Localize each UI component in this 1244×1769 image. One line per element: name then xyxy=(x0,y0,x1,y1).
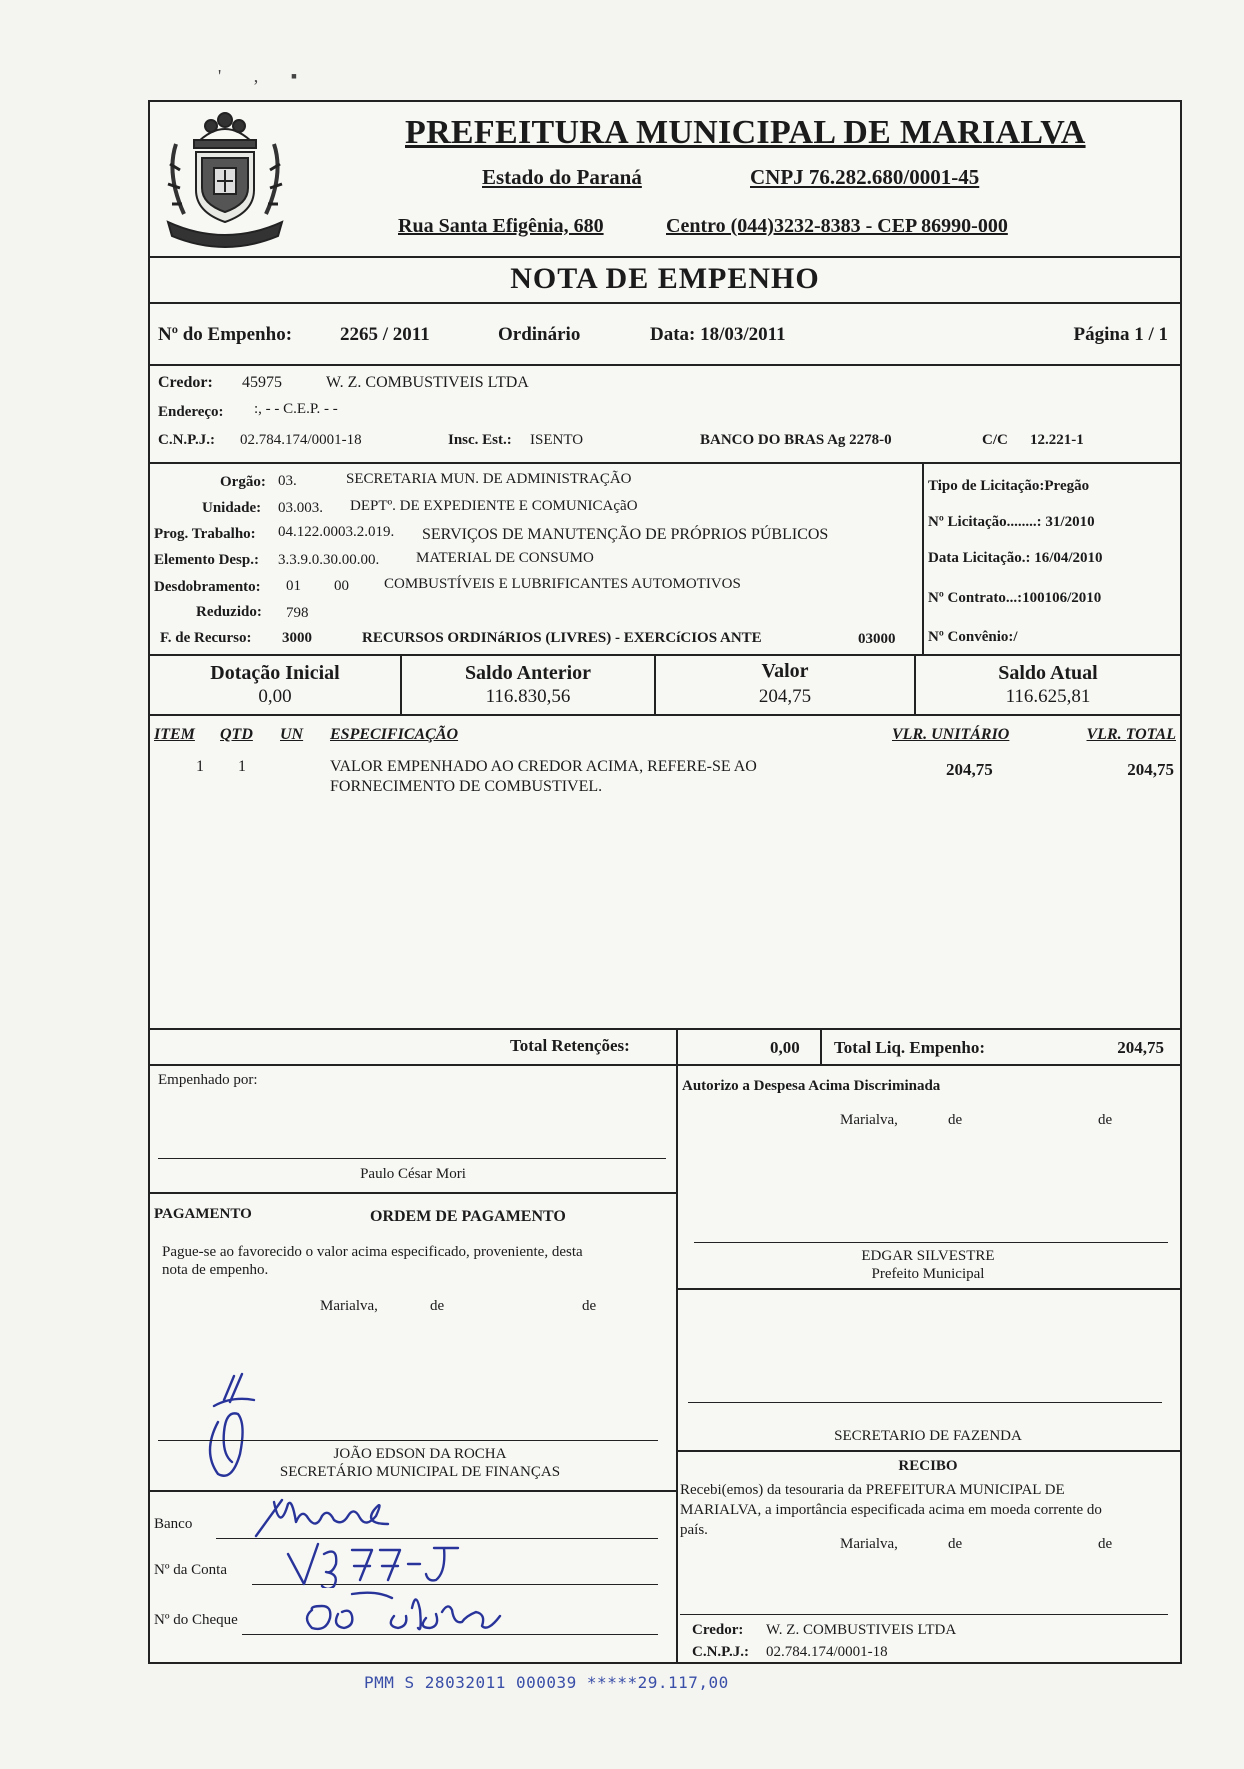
autorizo-de-1: de xyxy=(948,1112,963,1128)
col-valor-total: VLR. TOTAL xyxy=(1086,726,1176,743)
autorizo-label: Autorizo a Despesa Acima Discriminada xyxy=(682,1078,941,1094)
recibo-credor-name: W. Z. COMBUSTIVEIS LTDA xyxy=(766,1622,957,1638)
desdobramento-code-1: 01 xyxy=(286,578,301,594)
retencoes-value: 0,00 xyxy=(770,1038,800,1057)
orgao-code: 03. xyxy=(278,473,297,489)
page-number: Página 1 / 1 xyxy=(1073,324,1168,345)
row-valor-total: 204,75 xyxy=(1127,760,1174,779)
row-qtd: 1 xyxy=(238,758,246,775)
endereco-value: :, - - C.E.P. - - xyxy=(254,401,338,417)
empenho-date: Data: 18/03/2011 xyxy=(650,324,786,345)
pagamento-local: Marialva, xyxy=(320,1298,378,1314)
banco-label: Banco xyxy=(154,1516,193,1532)
saldo-anterior-value: 116.830,56 xyxy=(485,686,571,707)
recibo-cnpj-label: C.N.P.J.: xyxy=(692,1644,749,1660)
recibo-line-3: país. xyxy=(680,1522,708,1538)
recibo-de-2: de xyxy=(1098,1536,1113,1552)
licitacao-type: Tipo de Licitação:Pregão xyxy=(928,478,1090,494)
fonte-ref: 03000 xyxy=(858,631,896,647)
col-un: UN xyxy=(280,726,304,743)
header-contact: Centro (044)3232-8383 - CEP 86990-000 xyxy=(666,215,1008,237)
liquido-value: 204,75 xyxy=(1117,1038,1164,1057)
fonte-name: RECURSOS ORDINáRIOS (LIVRES) - EXERCíCIOS ANTE xyxy=(362,630,762,646)
fazenda-title: SECRETARIO DE FAZENDA xyxy=(834,1428,1022,1444)
recibo-credor-label: Credor: xyxy=(692,1622,744,1638)
recibo-local: Marialva, xyxy=(840,1536,898,1552)
insc-value: ISENTO xyxy=(530,432,584,448)
convenio-number: Nº Convênio:/ xyxy=(928,629,1018,645)
reduzido-value: 798 xyxy=(286,605,309,621)
valor-label: Valor xyxy=(761,660,809,682)
valor-value: 204,75 xyxy=(758,686,812,707)
payment-stamp: PMM S 28032011 000039 *****29.117,00 xyxy=(364,1673,729,1692)
conta-label: Nº da Conta xyxy=(154,1562,227,1578)
elemento-name: MATERIAL DE CONSUMO xyxy=(416,550,594,566)
prog-name: SERVIÇOS DE MANUTENÇÃO DE PRÓPRIOS PÚBLICOS xyxy=(422,526,829,543)
desdobramento-code-2: 00 xyxy=(334,578,349,594)
header-address: Rua Santa Efigênia, 680 xyxy=(398,215,604,237)
orgao-name: SECRETARIA MUN. DE ADMINISTRAÇÃO xyxy=(346,471,632,487)
recibo-line-1: Recebi(emos) da tesouraria da PREFEITURA MUNICIPAL DE xyxy=(680,1482,1065,1498)
prog-code: 04.122.0003.2.019. xyxy=(278,524,395,540)
recibo-de-1: de xyxy=(948,1536,963,1552)
pagamento-de-2: de xyxy=(582,1298,597,1314)
row-valor-unitario: 204,75 xyxy=(946,760,993,779)
bank-info: BANCO DO BRAS Ag 2278-0 xyxy=(700,432,892,448)
row-item: 1 xyxy=(196,758,204,775)
dotacao-value: 0,00 xyxy=(258,686,292,707)
header-state: Estado do Paraná xyxy=(482,165,642,189)
credor-code: 45975 xyxy=(242,374,282,391)
autorizo-local: Marialva, xyxy=(840,1112,898,1128)
header-title: PREFEITURA MUNICIPAL DE MARIALVA xyxy=(405,114,1086,151)
elemento-label: Elemento Desp.: xyxy=(154,552,259,568)
cc-label: C/C xyxy=(982,432,1008,448)
liquido-label: Total Liq. Empenho: xyxy=(834,1038,985,1057)
fonte-code: 3000 xyxy=(282,630,312,646)
cnpj-value: 02.784.174/0001-18 xyxy=(240,432,362,448)
saldo-anterior-label: Saldo Anterior xyxy=(464,662,592,684)
empenho-type: Ordinário xyxy=(498,324,581,345)
municipal-coat-of-arms-icon xyxy=(156,104,294,254)
recibo-cnpj-value: 02.784.174/0001-18 xyxy=(766,1644,888,1660)
document-title: NOTA DE EMPENHO xyxy=(510,262,820,295)
empenho-number: 2265 / 2011 xyxy=(340,324,430,345)
pagamento-de-1: de xyxy=(430,1298,445,1314)
prefeito-title: Prefeito Municipal xyxy=(871,1266,985,1282)
cheque-label: Nº do Cheque xyxy=(154,1612,238,1628)
dotacao-label: Dotação Inicial xyxy=(210,662,340,684)
pague-se-line-1: Pague-se ao favorecido o valor acima especificado, proveniente, desta xyxy=(162,1244,583,1260)
row-especificacao-line-1: VALOR EMPENHADO AO CREDOR ACIMA, REFERE-SE AO xyxy=(330,758,757,775)
col-qtd: QTD xyxy=(220,726,253,743)
col-especificacao: ESPECIFICAÇÃO xyxy=(330,726,459,743)
licitacao-date: Data Licitação.: 16/04/2010 xyxy=(928,550,1103,566)
recibo-line-2: MARIALVA, a importância especificada acima em moeda corrente do xyxy=(680,1502,1102,1518)
contrato-number: Nº Contrato...:100106/2010 xyxy=(928,590,1102,606)
saldo-atual-value: 116.625,81 xyxy=(1005,686,1091,707)
elemento-code: 3.3.9.0.30.00.00. xyxy=(278,552,380,568)
col-item: ITEM xyxy=(154,726,195,743)
prefeito-name: EDGAR SILVESTRE xyxy=(861,1248,995,1264)
handwritten-banco xyxy=(250,1490,450,1540)
row-especificacao-line-2: FORNECIMENTO DE COMBUSTIVEL. xyxy=(330,778,603,795)
licitacao-number: Nº Licitação........: 31/2010 xyxy=(928,514,1095,530)
desdobramento-name: COMBUSTÍVEIS E LUBRIFICANTES AUTOMOTIVOS xyxy=(384,576,741,592)
nota-de-empenho-form xyxy=(148,100,1182,1664)
pagamento-label: PAGAMENTO xyxy=(154,1206,252,1222)
credor-name: W. Z. COMBUSTIVEIS LTDA xyxy=(326,374,529,391)
credor-label: Credor: xyxy=(158,374,213,391)
retencoes-label: Total Retenções: xyxy=(510,1036,630,1055)
unidade-label: Unidade: xyxy=(202,500,262,516)
cnpj-label: C.N.P.J.: xyxy=(158,432,215,448)
unidade-code: 03.003. xyxy=(278,500,323,516)
col-valor-unitario: VLR. UNITÁRIO xyxy=(892,726,1010,743)
desdobramento-label: Desdobramento: xyxy=(154,579,261,595)
empenhado-por-label: Empenhado por: xyxy=(158,1072,258,1088)
empenhado-por-name: Paulo César Mori xyxy=(360,1166,466,1182)
autorizo-de-2: de xyxy=(1098,1112,1113,1128)
recibo-title: RECIBO xyxy=(898,1458,958,1474)
reduzido-label: Reduzido: xyxy=(196,604,262,620)
orgao-label: Orgão: xyxy=(220,474,266,490)
handwritten-cheque xyxy=(298,1588,528,1638)
insc-label: Insc. Est.: xyxy=(448,432,512,448)
financas-name: JOÃO EDSON DA ROCHA xyxy=(333,1446,507,1462)
unidade-name: DEPTº. DE EXPEDIENTE E COMUNICAçãO xyxy=(350,498,638,514)
financas-title: SECRETÁRIO MUNICIPAL DE FINANÇAS xyxy=(279,1464,561,1480)
header-cnpj: CNPJ 76.282.680/0001-45 xyxy=(750,165,980,189)
prog-label: Prog. Trabalho: xyxy=(154,526,256,542)
scan-marks: ' , ▪ xyxy=(218,66,312,86)
handwritten-conta xyxy=(284,1538,464,1588)
cc-value: 12.221-1 xyxy=(1030,432,1084,448)
pague-se-line-2: nota de empenho. xyxy=(162,1262,269,1278)
fonte-label: F. de Recurso: xyxy=(160,630,252,646)
saldo-atual-label: Saldo Atual xyxy=(998,662,1098,684)
ordem-pagamento-label: ORDEM DE PAGAMENTO xyxy=(370,1208,566,1225)
endereco-label: Endereço: xyxy=(158,404,224,420)
empenho-number-label: Nº do Empenho: xyxy=(158,324,293,345)
